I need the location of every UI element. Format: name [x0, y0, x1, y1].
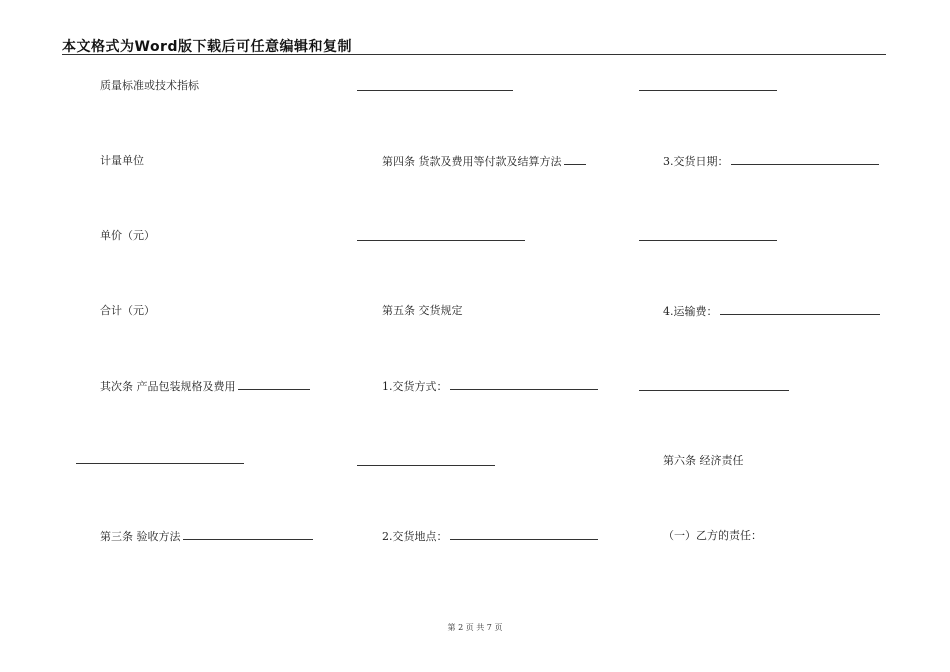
article-2-text: 其次条 产品包装规格及费用: [100, 380, 236, 393]
article-6-liability: 第六条 经济责任: [663, 454, 744, 467]
fill-blank[interactable]: [76, 463, 244, 464]
freight-field: [663, 304, 880, 319]
delivery-method-label: 1.交货方式：: [382, 380, 448, 393]
measure-unit-label: 计量单位: [100, 154, 144, 167]
freight-label: 4.运输费：: [663, 305, 718, 318]
freight-blank[interactable]: [720, 304, 880, 315]
delivery-method-blank[interactable]: [450, 379, 598, 390]
delivery-place-field: [382, 529, 598, 544]
delivery-date-label: 3.交货日期：: [663, 155, 729, 168]
fill-blank[interactable]: [238, 379, 310, 390]
fill-blank[interactable]: [357, 240, 525, 241]
article-3-text: 第三条 验收方法: [100, 530, 181, 543]
quality-standard-label: 质量标准或技术指标: [100, 79, 199, 92]
article-4-text: 第四条 货款及费用等付款及结算方法: [382, 155, 562, 168]
fill-blank[interactable]: [639, 390, 789, 391]
document-header-title: 本文格式为Word版下载后可任意编辑和复制: [62, 39, 352, 55]
delivery-place-label: 2.交货地点：: [382, 530, 448, 543]
fill-blank[interactable]: [183, 529, 313, 540]
article-5-delivery: 第五条 交货规定: [382, 304, 463, 317]
unit-price-label: 单价（元）: [100, 229, 155, 242]
article-4-payment: [382, 154, 586, 169]
article-3-inspection: [100, 529, 313, 544]
fill-blank[interactable]: [639, 240, 777, 241]
party-b-responsibility: （一）乙方的责任：: [663, 529, 762, 542]
page-number: 第 2 页 共 7 页: [447, 623, 503, 632]
delivery-method-field: [382, 379, 598, 394]
fill-blank[interactable]: [564, 154, 586, 165]
fill-blank[interactable]: [357, 90, 513, 91]
delivery-place-blank[interactable]: [450, 529, 598, 540]
fill-blank[interactable]: [639, 90, 777, 91]
article-2-packaging: [100, 379, 310, 394]
delivery-date-field: [663, 154, 879, 169]
total-label: 合计（元）: [100, 304, 155, 317]
fill-blank[interactable]: [357, 465, 495, 466]
header-divider: [62, 54, 886, 55]
delivery-date-blank[interactable]: [731, 154, 879, 165]
